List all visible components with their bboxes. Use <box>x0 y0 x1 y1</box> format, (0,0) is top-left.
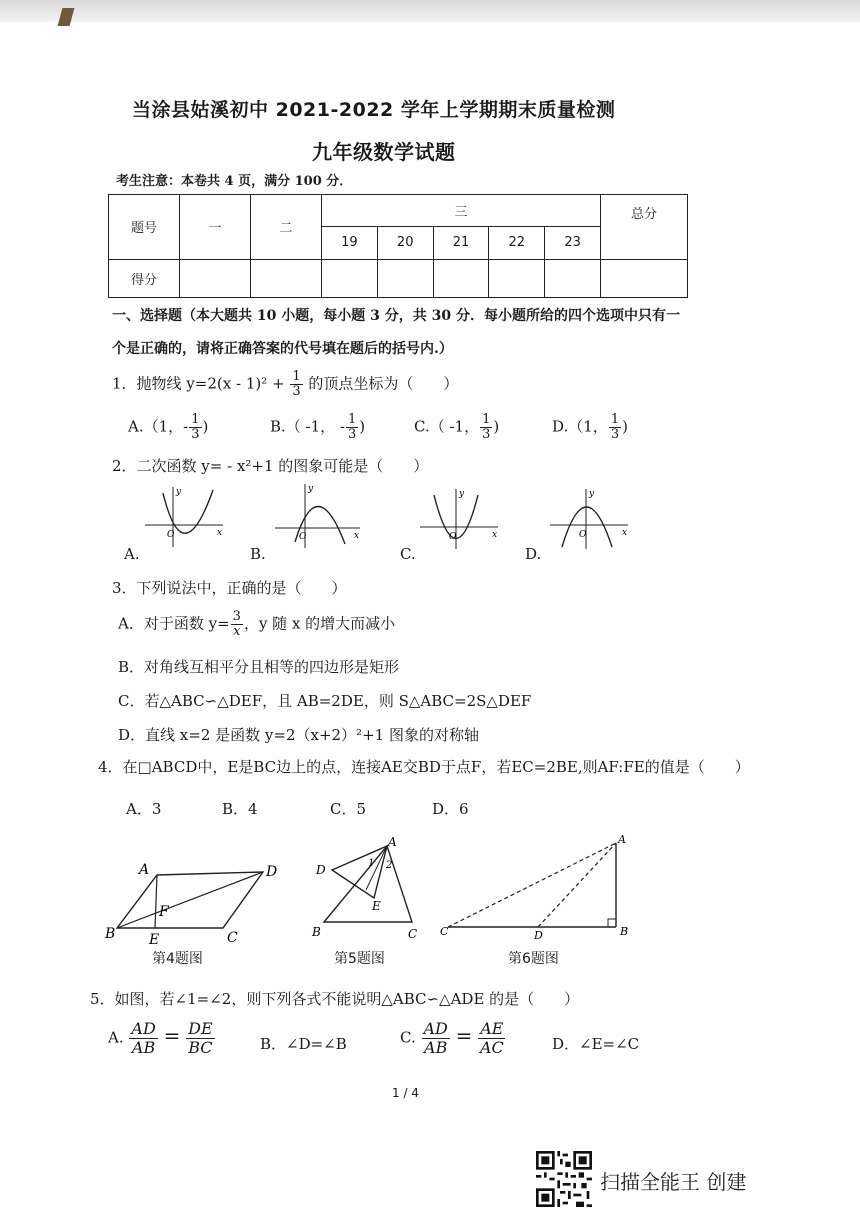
point-d: D <box>534 929 543 942</box>
score-cell[interactable] <box>545 259 601 297</box>
segment-ae <box>155 875 157 928</box>
q1-option-d[interactable]: D.（1， $\frac{1}{3}$ ) <box>552 412 628 442</box>
score-col-19: 19 <box>322 227 378 259</box>
exam-subtitle: 九年级数学试题 <box>312 140 456 164</box>
section-heading-line2: 个是正确的，请将正确答案的代号填在题后的括号内.） <box>112 341 453 357</box>
origin-label: O <box>579 530 587 540</box>
q2-option-d[interactable]: D. <box>525 545 542 563</box>
angle-1: 1 <box>368 858 375 869</box>
point-d: D <box>266 864 278 880</box>
point-d: D <box>316 863 326 877</box>
q2-graph-c[interactable] <box>420 487 502 550</box>
point-e: E <box>149 932 160 948</box>
q4-option-b[interactable]: B．4 <box>222 800 258 818</box>
q5-option-a[interactable]: A. $\frac{AD}{AB}$ = $\frac{DE}{BC}$ <box>108 1019 213 1057</box>
q5-option-b[interactable]: B．∠D=∠B <box>260 1035 347 1053</box>
point-b: B <box>105 926 116 942</box>
qr-code-icon <box>536 1151 592 1207</box>
origin-label: O <box>167 530 175 540</box>
q2-graph-d[interactable] <box>550 487 632 550</box>
q3-option-d[interactable]: D．直线 x=2 是函数 y=2（x+2）²+1 图象的对称轴 <box>118 726 479 744</box>
question-3: 3．下列说法中，正确的是（ ） <box>112 579 347 597</box>
scanner-brand-text: 扫描全能王 创建 <box>600 1170 747 1194</box>
score-header-part3: 三 <box>322 195 601 227</box>
q5-option-c[interactable]: C. $\frac{AD}{AB}$ = $\frac{AE}{AC}$ <box>400 1019 504 1057</box>
x-label: x <box>354 531 360 541</box>
score-cell[interactable] <box>601 259 688 297</box>
q2-option-a[interactable]: A. <box>124 545 140 563</box>
figure-6-caption: 第6题图 <box>508 951 559 967</box>
q2-option-b[interactable]: B. <box>250 545 266 563</box>
score-header-part2: 二 <box>251 195 322 260</box>
q3-option-b[interactable]: B．对角线互相平分且相等的四边形是矩形 <box>118 658 400 676</box>
score-cell[interactable] <box>433 259 489 297</box>
figure-4 <box>105 860 285 948</box>
angle-2: 2 <box>386 860 393 871</box>
segment-da-dashed <box>538 843 616 927</box>
page-number: 1 / 4 <box>392 1086 419 1100</box>
figure-6 <box>440 835 640 940</box>
point-a: A <box>618 833 626 846</box>
point-b: B <box>312 925 321 939</box>
question-2: 2．二次函数 y= - x²+1 的图象可能是（ ） <box>112 457 429 475</box>
origin-label: O <box>299 532 307 542</box>
q4-option-c[interactable]: C．5 <box>330 800 367 818</box>
point-c: C <box>227 930 238 946</box>
score-col-20: 20 <box>377 227 433 259</box>
point-e: E <box>372 899 381 913</box>
q1-option-a[interactable]: A.（1，- $\frac{1}{3}$ ) <box>128 412 209 442</box>
score-header-total: 总分 <box>601 195 688 260</box>
parabola-down <box>562 507 612 547</box>
point-a: A <box>139 862 150 878</box>
question-4: 4．在□ABCD中，E是BC边上的点，连接AE交BD于点F，若EC=2BE,则AF:FE的值是（ ） <box>98 758 750 776</box>
scan-top-edge <box>0 0 860 22</box>
score-header-label: 题号 <box>109 195 180 260</box>
score-cell[interactable] <box>251 259 322 297</box>
point-b: B <box>620 925 629 938</box>
q3-option-c[interactable]: C．若△ABC∽△DEF，且 AB=2DE，则 S△ABC=2S△DEF <box>118 692 532 710</box>
score-cell[interactable] <box>322 259 378 297</box>
q1-option-b[interactable]: B.（ -1， - $\frac{1}{3}$ ) <box>270 412 366 442</box>
x-label: x <box>217 528 223 538</box>
y-label: y <box>176 487 182 497</box>
exam-notice: 考生注意：本卷共 4 页，满分 100 分． <box>116 174 353 189</box>
q5-option-d[interactable]: D．∠E=∠C <box>552 1035 640 1053</box>
q4-option-a[interactable]: A．3 <box>126 800 162 818</box>
point-c: C <box>440 925 449 938</box>
q2-option-c[interactable]: C. <box>400 545 416 563</box>
x-label: x <box>622 528 628 538</box>
figure-5-caption: 第5题图 <box>334 951 385 967</box>
score-table <box>108 194 688 298</box>
parabola-up <box>163 490 213 533</box>
point-c: C <box>408 927 418 941</box>
point-a: A <box>388 835 397 849</box>
q4-option-d[interactable]: D．6 <box>432 800 469 818</box>
figure-5 <box>310 835 430 945</box>
score-row-label: 得分 <box>109 259 180 297</box>
y-label: y <box>589 489 595 499</box>
point-f: F <box>159 904 169 920</box>
score-cell[interactable] <box>377 259 433 297</box>
q3-option-a[interactable]: A．对于函数 y= $\frac{3}{x}$ ，y 随 x 的增大而减小 <box>118 609 396 639</box>
origin-label: O <box>449 532 457 542</box>
q1-fraction: $\frac{1}{3}$ <box>292 369 301 399</box>
q1-option-c[interactable]: C.（ -1， $\frac{1}{3}$ ) <box>414 412 500 442</box>
score-header-part1: 一 <box>180 195 251 260</box>
y-label: y <box>459 489 465 499</box>
q1-prefix: 1．抛物线 y=2(x - 1)² + <box>112 374 285 393</box>
score-col-21: 21 <box>433 227 489 259</box>
right-angle-mark <box>608 919 616 927</box>
score-cell[interactable] <box>489 259 545 297</box>
question-1 <box>112 370 458 399</box>
q1-suffix: 的顶点坐标为（ ） <box>308 374 459 393</box>
score-cell[interactable] <box>180 259 251 297</box>
score-col-23: 23 <box>545 227 601 259</box>
section-heading-line1: 一、选择题（本大题共 10 小题，每小题 3 分，共 30 分．每小题所给的四个选项中只有一 <box>112 308 680 324</box>
figure-4-caption: 第4题图 <box>152 951 203 967</box>
segment-ca-dashed <box>448 843 616 927</box>
question-5: 5．如图，若∠1=∠2，则下列各式不能说明△ABC∽△ADE 的是（ ） <box>90 990 580 1008</box>
q2-graph-b[interactable] <box>275 482 365 550</box>
exam-title: 当涂县姑溪初中 2021-2022 学年上学期期末质量检测 <box>132 99 616 121</box>
triangle-ade <box>332 846 387 898</box>
score-col-22: 22 <box>489 227 545 259</box>
x-label: x <box>492 530 498 540</box>
q2-graph-a[interactable] <box>145 485 225 550</box>
y-label: y <box>308 484 314 494</box>
